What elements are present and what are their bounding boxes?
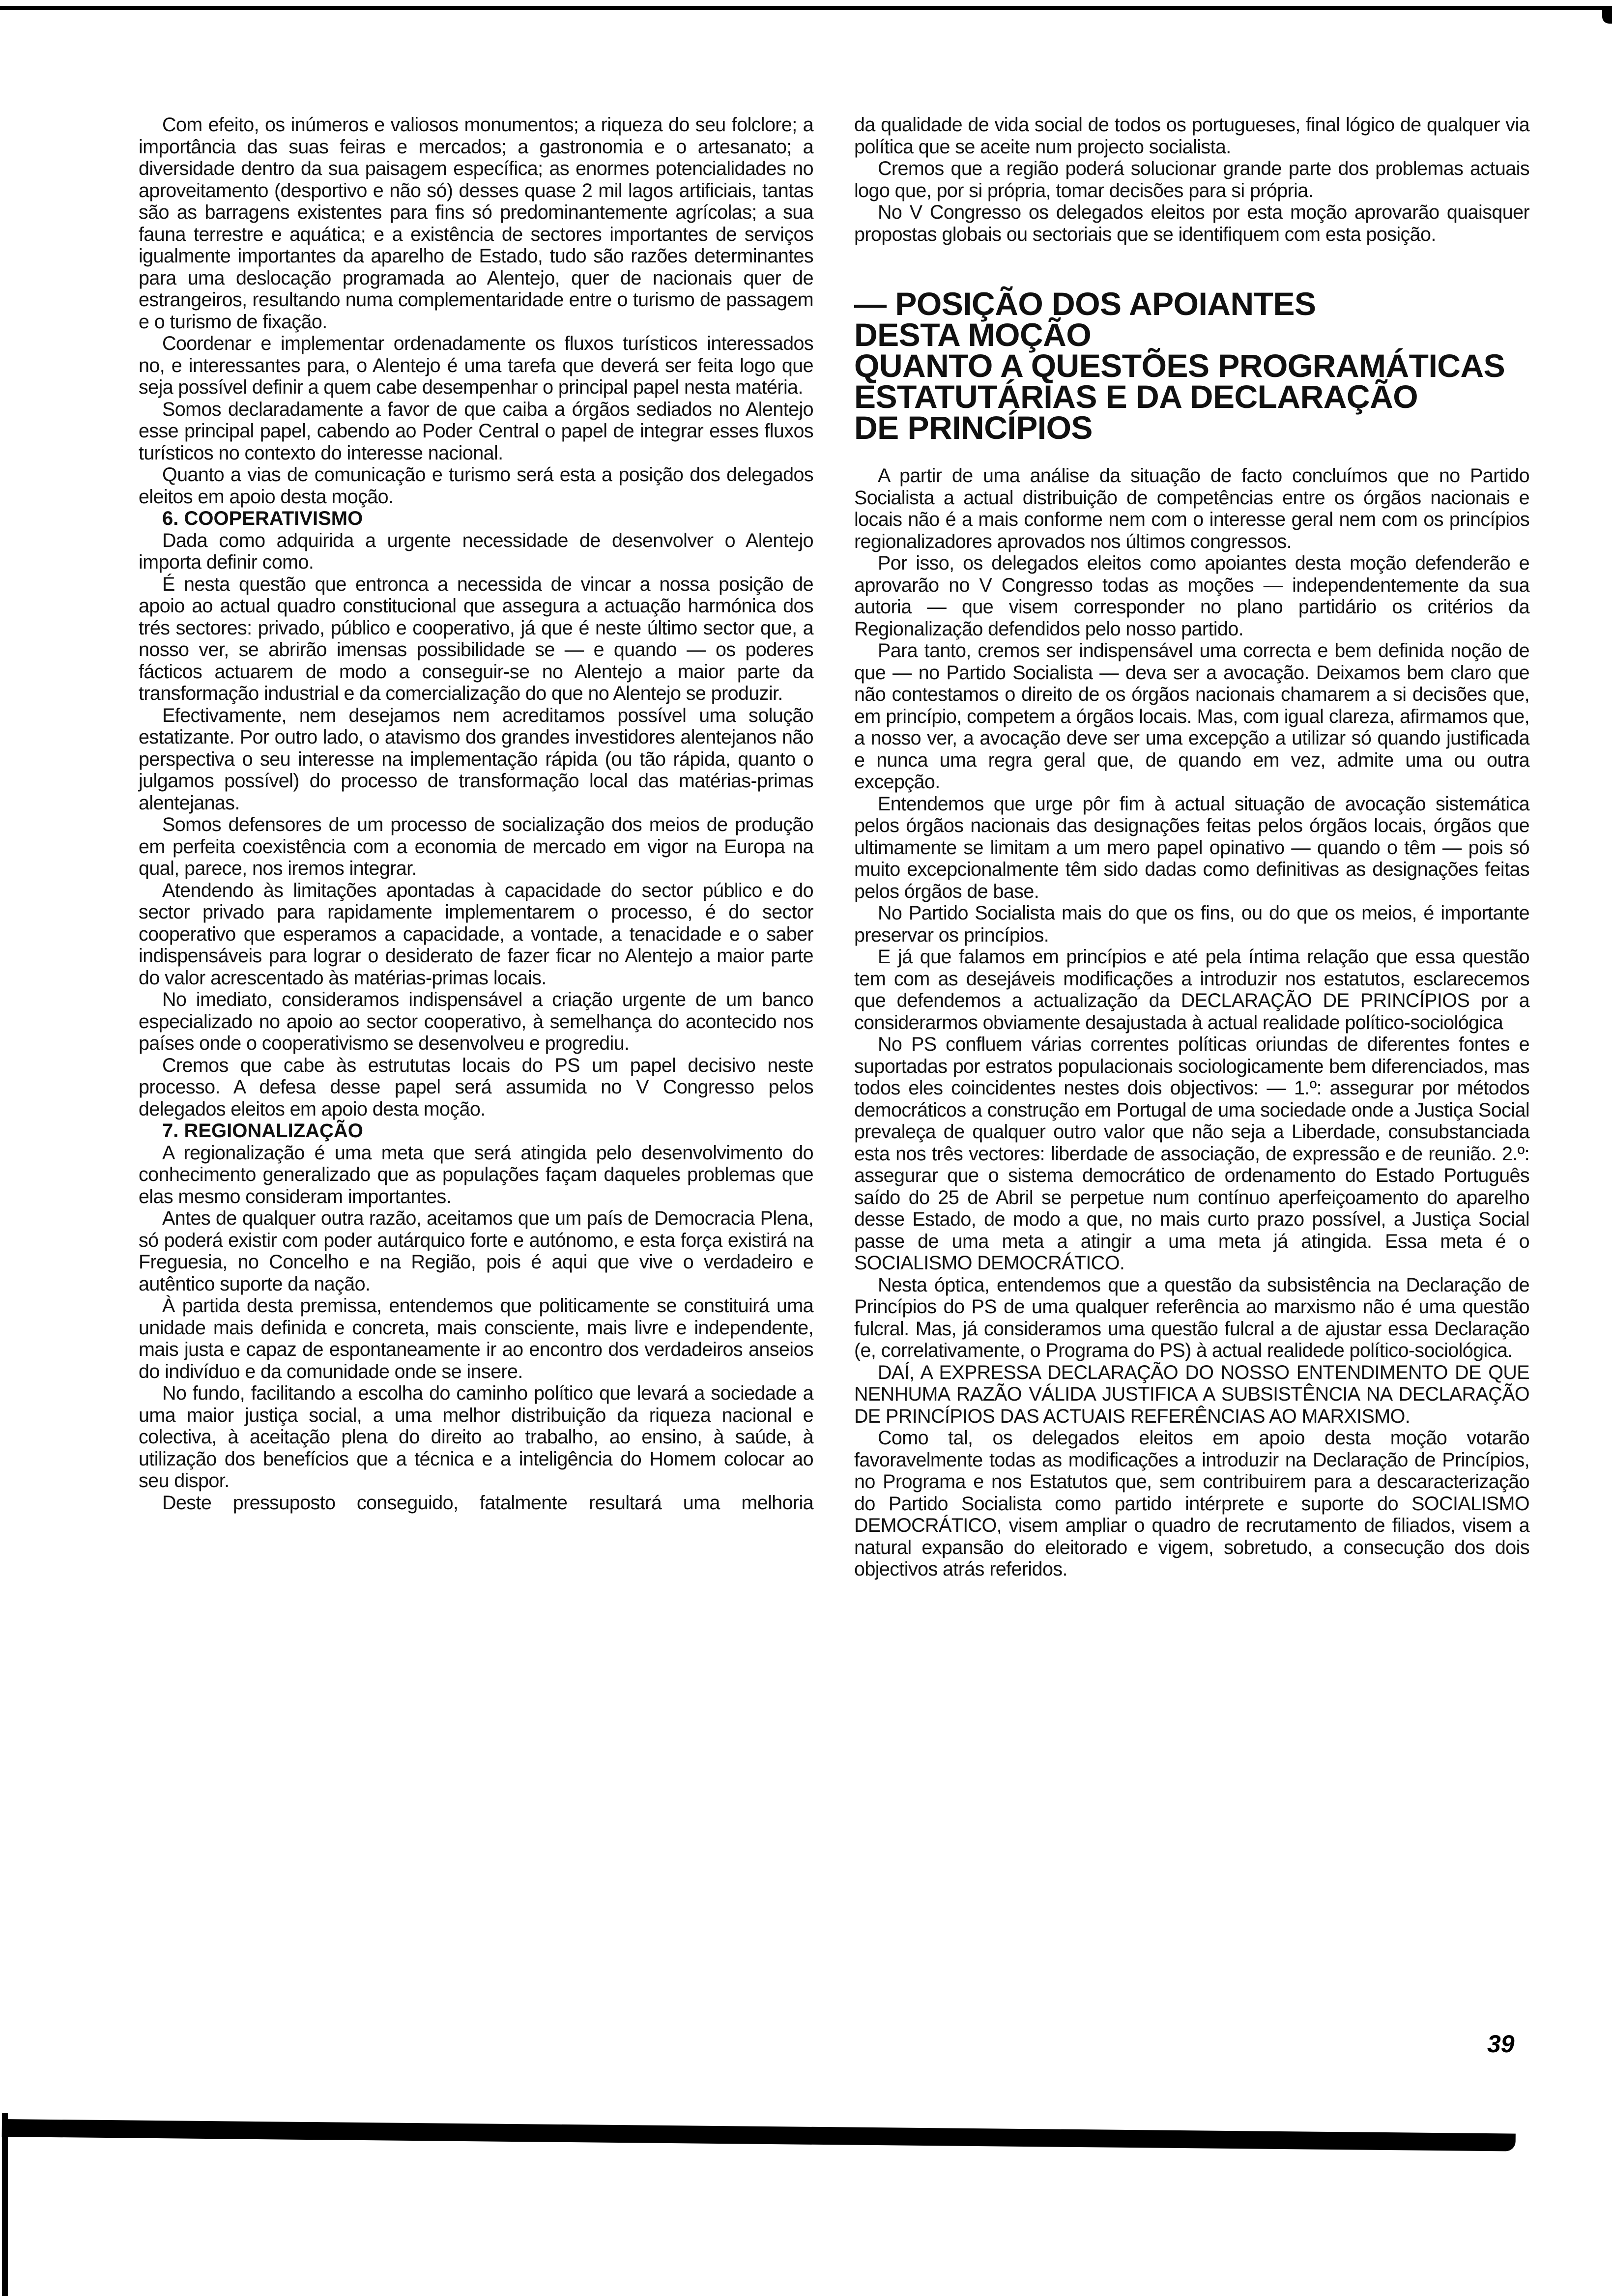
paragraph: Dada como adquirida a urgente necessidade de desenvolver o Alentejo importa definir como. [139, 529, 813, 573]
paragraph: No Partido Socialista mais do que os fins, ou do que os meios, é importante preservar os princípios. [854, 902, 1529, 946]
paragraph: Deste pressuposto conseguido, fatalmente resultará uma melhoria [162, 1492, 813, 1514]
paragraph: Por isso, os delegados eleitos como apoiantes desta moção defenderão e aprovarão no V Congresso todas as moções — independentemente da sua autoria — que visem corresponder no plano partidário os critérios da Regionalização defendidos pelo nosso partido. [854, 552, 1529, 640]
paragraph-emphasis: DAÍ, A EXPRESSA DECLARAÇÃO DO NOSSO ENTENDIMENTO DE QUE NENHUMA RAZÃO VÁLIDA JUSTIFICA A SUBSISTÊNCIA NA DECLARAÇÃO DE PRINCÍPIOS DAS ACTUAIS REFERÊNCIAS AO MARXISMO. [854, 1361, 1529, 1427]
paragraph: A partir de uma análise da situação de facto concluímos que no Partido Socialista a actual distribuição de competências entre os órgãos nacionais e locais não é a mais conforme nem com o interesse geral nem com os princípios regionalizadores aprovados nos últimos congressos. [854, 465, 1529, 552]
paragraph: No imediato, consideramos indispensável a criação urgente de um banco especializado no apoio ao sector cooperativo, à semelhança do acontecido nos países onde o cooperativismo se desenvolveu e progrediu. [139, 989, 813, 1054]
heading-line: DESTA MOÇÃO [854, 316, 1092, 353]
right-column [854, 114, 1529, 1580]
scan-edge-bottom [2, 2119, 1516, 2152]
paragraph: Para tanto, cremos ser indispensável uma correcta e bem definida noção de que — no Partido Socialista — deva ser a avocação. Deixamos bem claro que não contestamos o direito de os órgãos nacionais chamarem a si decisões que, em princípio, competem a órgãos locais. Mas, com igual clareza, afirmamos que, a nosso ver, a avocação deve ser uma excepção a utilizar só quando justificada e nunca uma regra geral que, de quando em vez, admite uma ou outra excepção. [854, 640, 1529, 793]
section-heading-cooperativismo: 6. COOPERATIVISMO [162, 508, 363, 529]
left-column [139, 114, 813, 1514]
paragraph: A regionalização é uma meta que será atingida pelo desenvolvimento do conhecimento generalizado que as populações façam daqueles problemas que elas mesmo consideram importantes. [139, 1142, 813, 1207]
paragraph: Coordenar e implementar ordenadamente os fluxos turísticos interessados no, e interessantes para, o Alentejo é uma tarefa que deverá ser feita logo que seja possível definir a quem cabe desempenhar o principal papel nesta matéria. [139, 333, 813, 398]
paragraph: Quanto a vias de comunicação e turismo será esta a posição dos delegados eleitos em apoio desta moção. [139, 464, 813, 508]
heading-line: DE PRINCÍPIOS [854, 409, 1093, 446]
paragraph: da qualidade de vida social de todos os portugueses, final lógico de qualquer via política que se aceite num projecto socialista. [854, 114, 1529, 158]
main-heading [854, 286, 1529, 446]
paragraph: À partida desta premissa, entendemos que politicamente se constituirá uma unidade mais definida e concreta, mais consciente, mais livre e independente, mais justa e capaz de espontaneamente ir ao encontro dos verdadeiros anseios do indivíduo e da comunidade onde se insere. [139, 1295, 813, 1382]
paragraph: Atendendo às limitações apontadas à capacidade do sector público e do sector privado para rapidamente implementarem o processo, é do sector cooperativo que esperamos a capacidade, a vontade, a tenacidade e o saber indispensáveis para lograr o desiderato de fazer ficar no Alentejo a maior parte do valor acrescentado às matérias-primas locais. [139, 879, 813, 989]
heading-line: QUANTO A QUESTÕES PROGRAMÁTICAS [854, 347, 1505, 384]
paragraph: E já que falamos em princípios e até pela íntima relação que essa questão tem com as desejáveis modificações a introduzir nos estatutos, esclarecemos que defendemos a actualização da DECLARAÇÃO DE PRINCÍPIOS por a considerarmos obviamente desajustada à actual realidade político-sociológica [854, 946, 1529, 1033]
paragraph: Somos defensores de um processo de socialização dos meios de produção em perfeita coexistência com a economia de mercado em vigor na Europa na qual, parece, nos iremos integrar. [139, 814, 813, 879]
paragraph: No fundo, facilitando a escolha do caminho político que levará a sociedade a uma maior justiça social, a uma melhor distribuição da riqueza nacional e colectiva, à aceitação plena do direito ao trabalho, ao ensino, à saúde, à utilização dos benefícios que a técnica e a inteligência do Homem colocar ao seu dispor. [139, 1382, 813, 1492]
page-number: 39 [1487, 2030, 1515, 2058]
paragraph: Entendemos que urge pôr fim à actual situação de avocação sistemática pelos órgãos nacionais das designações feitas pelos órgãos locais, órgãos que ultimamente se limitam a um mero papel opinativo — quando o têm — pois só muito excepcionalmente têm sido dadas como definitivas as designações feitas pelos órgãos de base. [854, 793, 1529, 902]
scan-edge-left [2, 2113, 8, 2296]
paragraph: É nesta questão que entronca a necessida de vincar a nossa posição de apoio ao actual quadro constitucional que assegura a actuação harmónica dos trés sectores: privado, público e cooperativo, já que é neste último sector que, a nosso ver, se abrirão imensas possibilidade se — e quando — os poderes fácticos actuarem de modo a conseguir-se no Alentejo a maior parte da transformação industrial e da comercialização do que no Alentejo se produzir. [139, 573, 813, 704]
scan-corner-top-right [1602, 7, 1612, 24]
paragraph: No V Congresso os delegados eleitos por esta moção aprovarão quaisquer propostas globais ou sectoriais que se identifiquem com esta posição. [854, 201, 1529, 245]
heading-line: — POSIÇÃO DOS APOIANTES [854, 286, 1316, 322]
paragraph: Com efeito, os inúmeros e valiosos monumentos; a riqueza do seu folclore; a importância das suas feiras e mercados; a gastronomia e o artesanato; a diversidade dentro da sua paisagem específica; as enormes potencialidades no aproveitamento (desportivo e não só) desses quase 2 mil lagos artificiais, tantas são as barragens existentes para fins só predominantemente agrícolas; a sua fauna terrestre e aquática; e a existência de sectores importantes de serviços igualmente importantes da aparelho de Estado, tudo são razões determinantes para uma deslocação programada ao Alentejo, quer de nacionais quer de estrangeiros, resultando numa complementaridade entre o turismo de passagem e o turismo de fixação. [139, 114, 813, 333]
paragraph: Somos declaradamente a favor de que caiba a órgãos sediados no Alentejo esse principal papel, cabendo ao Poder Central o papel de integrar esses fluxos turísticos no contexto do interesse nacional. [139, 398, 813, 464]
paragraph: Cremos que cabe às estrututas locais do PS um papel decisivo neste processo. A defesa desse papel será assumida no V Congresso pelos delegados eleitos em apoio desta moção. [139, 1054, 813, 1120]
paragraph: Antes de qualquer outra razão, aceitamos que um país de Democracia Plena, só poderá existir com poder autárquico forte e autónomo, e esta força existirá na Freguesia, no Concelho e na Região, pois é aqui que vive o verdadeiro e autêntico suporte da nação. [139, 1207, 813, 1295]
section-heading-regionalizacao: 7. REGIONALIZAÇÃO [162, 1120, 363, 1142]
paragraph: Nesta óptica, entendemos que a questão da subsistência na Declaração de Princípios do PS de uma qualquer referência ao marxismo não é uma questão fulcral. Mas, já consideramos uma questão fulcral a de ajustar essa Declaração (e, correlativamente, o Programa do PS) à actual realidede político-sociológica. [854, 1274, 1529, 1361]
paragraph: No PS confluem várias correntes políticas oriundas de diferentes fontes e suportadas por estratos populacionais sociologicamente bem diferenciados, mas todos eles coincidentes nestes dois objectivos: — 1.º: assegurar por métodos democráticos a construção em Portugal de uma sociedade onde a Justiça Social prevaleça de qualquer outro valor que não seja a Liberdade, consubstanciada esta nos três vectores: liberdade de associação, de expressão e de reunião. 2.º: assegurar que o sistema democrático de ordenamento do Estado Português saído do 25 de Abril se perpetue num contínuo aperfeiçoamento do aparelho desse Estado, de modo a que, no mais curto prazo possível, a Justiça Social passe de uma meta a atingir a uma meta já atingida. Essa meta é o SOCIALISMO DEMOCRÁTICO. [854, 1033, 1529, 1274]
paragraph: Cremos que a região poderá solucionar grande parte dos problemas actuais logo que, por si própria, tomar decisões para si própria. [854, 158, 1529, 201]
heading-line: ESTATUTÁRIAS E DA DECLARAÇÃO [854, 378, 1418, 415]
scan-edge-top [0, 6, 1612, 10]
paragraph: Efectivamente, nem desejamos nem acreditamos possível uma solução estatizante. Por outro lado, o atavismo dos grandes investidores alentejanos não perspectiva o seu interesse na implementação rápida (ou tão rápida, quanto o julgamos possível) do processo de transformação local das matérias-primas alentejanas. [139, 704, 813, 814]
paragraph: Como tal, os delegados eleitos em apoio desta moção votarão favoravelmente todas as modificações a introduzir na Declaração de Princípios, no Programa e nos Estatutos que, sem contribuirem para a descaracterização do Partido Socialista como partido intérprete e suporte do SOCIALISMO DEMOCRÁTICO, visem ampliar o quadro de recrutamento de filiados, visem a natural expansão do eleitorado e vigem, sobretudo, a consecução dos dois objectivos atrás referidos. [854, 1427, 1529, 1580]
